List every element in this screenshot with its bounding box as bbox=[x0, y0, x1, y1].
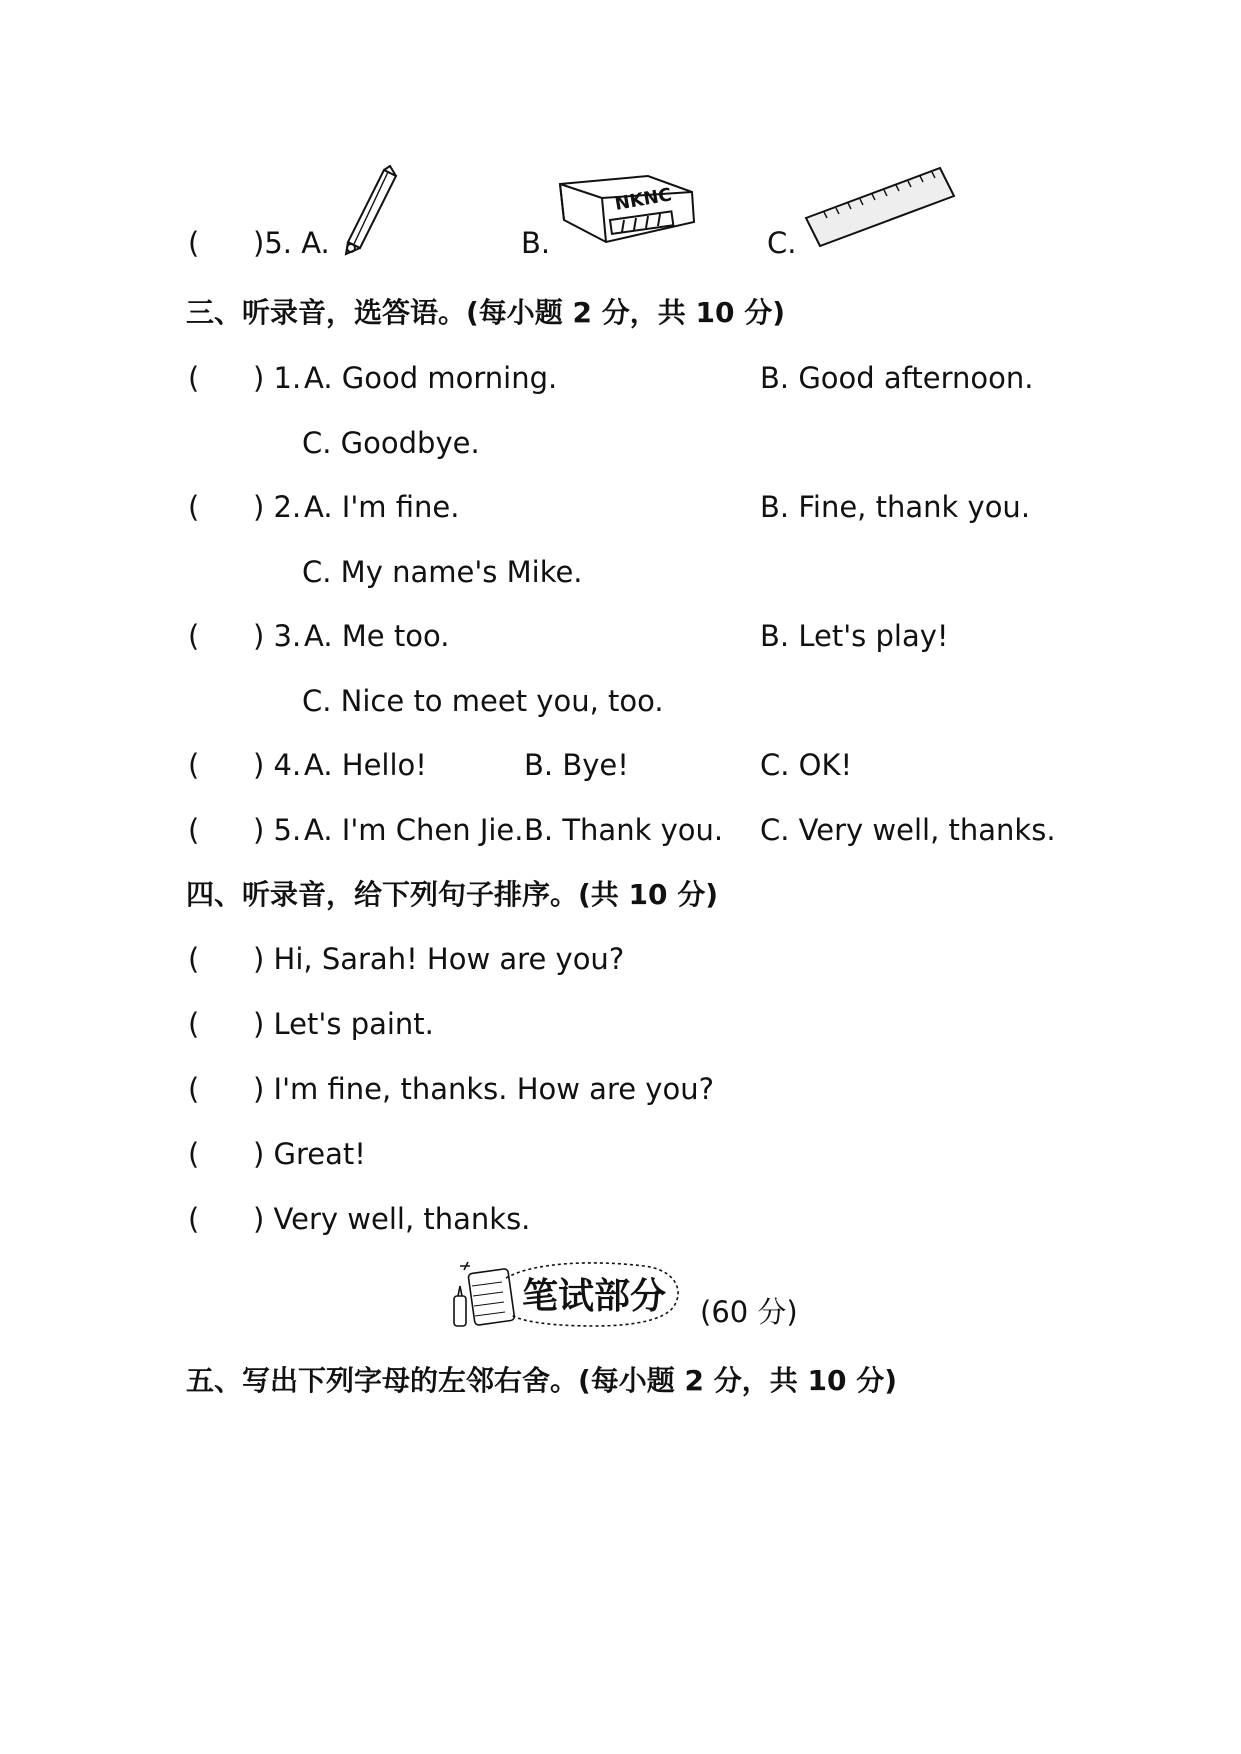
pencil-icon bbox=[336, 164, 400, 256]
ruler-icon bbox=[802, 160, 958, 252]
option-c: C. My name's Mike. bbox=[302, 555, 583, 589]
written-part-banner bbox=[444, 1256, 688, 1336]
question-number: ) 5. bbox=[253, 813, 302, 847]
sentence-item: ) Great! bbox=[253, 1137, 366, 1171]
option-b: B. Fine, thank you. bbox=[760, 490, 1031, 524]
answer-paren: ( bbox=[188, 361, 200, 395]
option-c: C. OK! bbox=[760, 748, 853, 782]
sentence-item: ) I'm fine, thanks. How are you? bbox=[253, 1072, 714, 1106]
option-b-label: B. bbox=[521, 226, 551, 260]
option-b: B. Let's play! bbox=[760, 619, 949, 653]
option-a: A. I'm Chen Jie. bbox=[304, 813, 524, 847]
option-a: A. I'm fine. bbox=[304, 490, 460, 524]
option-b: B. Good afternoon. bbox=[760, 361, 1034, 395]
written-part-score: (60 分) bbox=[700, 1295, 798, 1329]
answer-paren: ( bbox=[188, 1202, 200, 1236]
option-a: A. Me too. bbox=[304, 619, 450, 653]
option-c: C. Nice to meet you, too. bbox=[302, 684, 664, 718]
option-a: A. Hello! bbox=[304, 748, 427, 782]
sentence-item: ) Very well, thanks. bbox=[253, 1202, 531, 1236]
answer-paren: ( bbox=[188, 1137, 200, 1171]
option-c: C. Very well, thanks. bbox=[760, 813, 1056, 847]
answer-paren: ( bbox=[188, 748, 200, 782]
question-number: ) 4. bbox=[253, 748, 302, 782]
sentence-item: ) Let's paint. bbox=[253, 1007, 434, 1041]
option-b: B. Bye! bbox=[524, 748, 629, 782]
written-part-title: 笔试部分 bbox=[522, 1275, 667, 1317]
option-b: B. Thank you. bbox=[524, 813, 724, 847]
answer-paren: ( bbox=[188, 813, 200, 847]
option-a: A. Good morning. bbox=[304, 361, 558, 395]
answer-paren: ( bbox=[188, 226, 200, 260]
answer-paren: ( bbox=[188, 490, 200, 524]
question-number: ) 3. bbox=[253, 619, 302, 653]
sentence-item: ) Hi, Sarah! How are you? bbox=[253, 942, 625, 976]
eraser-icon bbox=[556, 170, 698, 254]
question-number: )5. A. bbox=[253, 226, 330, 260]
question-number: ) 2. bbox=[253, 490, 302, 524]
answer-paren: ( bbox=[188, 942, 200, 976]
section-3-heading: 三、听录音，选答语。(每小题 2 分，共 10 分) bbox=[186, 296, 786, 329]
answer-paren: ( bbox=[188, 1007, 200, 1041]
option-c-label: C. bbox=[767, 226, 797, 260]
answer-paren: ( bbox=[188, 1072, 200, 1106]
eraser-brand-text: NKNC bbox=[613, 184, 674, 215]
section-5-heading: 五、写出下列字母的左邻右舍。(每小题 2 分，共 10 分) bbox=[186, 1364, 898, 1397]
question-number: ) 1. bbox=[253, 361, 302, 395]
section-4-heading: 四、听录音，给下列句子排序。(共 10 分) bbox=[186, 878, 719, 911]
answer-paren: ( bbox=[188, 619, 200, 653]
option-c: C. Goodbye. bbox=[302, 426, 480, 460]
